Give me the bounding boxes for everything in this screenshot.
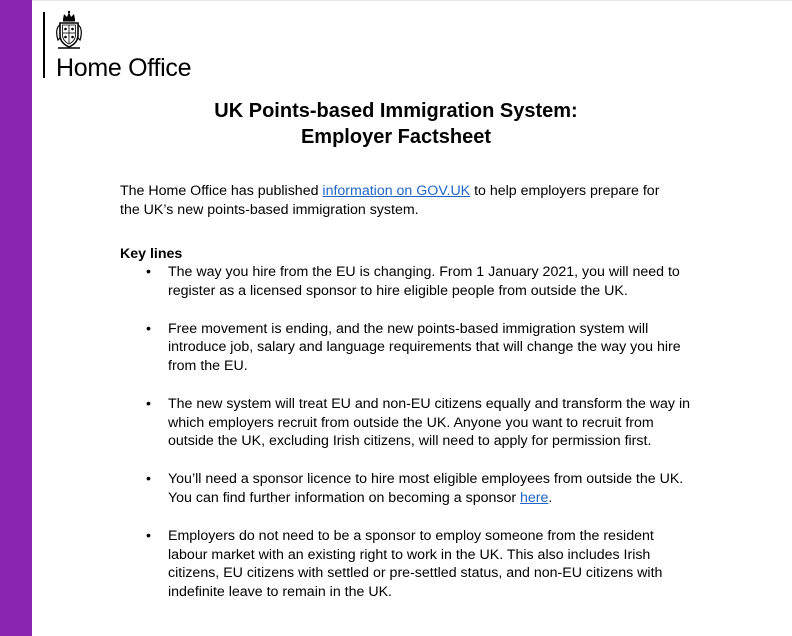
page-title-line-1: UK Points-based Immigration System: [214,100,578,122]
royal-crest-icon [54,10,84,50]
key-line-text: The way you hire from the EU is changing. From 1 January 2021, you will need to register as a licensed sponsor to hire eligible people from outside the UK. [168,264,680,299]
key-line-text-after: . [548,489,553,506]
intro-text-after: to help employers prepare for the UK’s new points-based immigration system. [120,183,660,218]
key-line-item [120,320,690,376]
bullet-icon: • [146,527,151,544]
key-line-item [120,527,690,601]
top-divider [32,0,792,1]
key-line-text: Employers do not need to be a sponsor to employ someone from the resident labour market with an existing right to work in the UK. This also includes Irish citizens, EU citizens with settled or pre-settled status, and non-EU citizens with indefinite leave to remain in the UK. [168,527,663,600]
sidebar-color-bar [0,0,32,636]
bullet-icon: • [146,471,151,488]
intro-paragraph [120,182,680,220]
key-line-item [120,470,690,507]
key-line-item [120,263,690,300]
key-lines-list [120,263,690,621]
logo-rule [43,12,45,78]
page-title-line-2: Employer Factsheet [300,126,492,148]
key-line-item [120,395,690,451]
bullet-icon: • [146,320,151,337]
org-name: Home Office [56,54,192,82]
bullet-icon: • [146,395,151,412]
key-line-text: Free movement is ending, and the new points-based immigration system will introduce job, salary and language requirements that will change the way you hire from the EU. [168,320,681,374]
govuk-information-link[interactable]: information on GOV.UK [322,183,471,199]
key-lines-heading: Key lines [120,246,183,262]
sponsor-info-link[interactable]: here [520,489,549,506]
bullet-icon: • [146,264,151,280]
intro-text-before: The Home Office has published [120,183,323,199]
key-line-text: You’ll need a sponsor licence to hire most eligible employees from outside the UK. You can find further information on becoming a sponsor [168,471,684,506]
key-line-text: The new system will treat EU and non-EU citizens equally and transform the way in which employers recruit from outside the UK. Anyone you want to recruit from outside the UK, excluding Irish citizens, will need to apply for permission first. [168,395,691,450]
